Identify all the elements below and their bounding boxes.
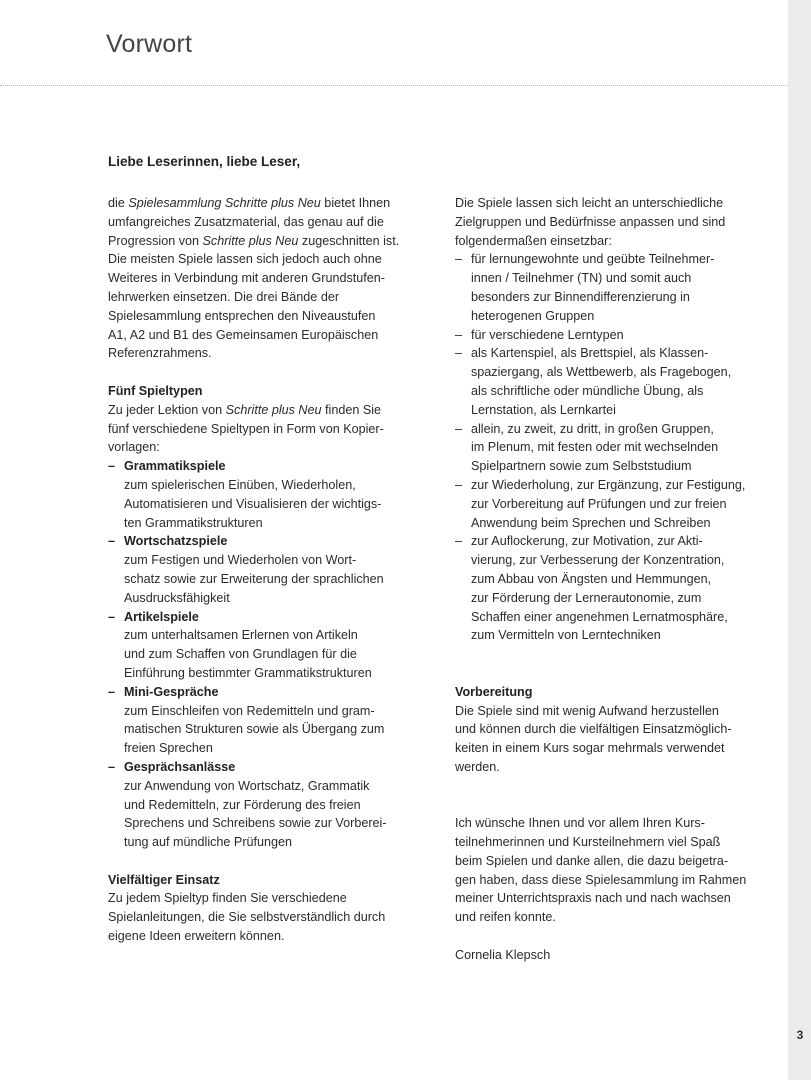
page-number: 3 bbox=[796, 1028, 804, 1042]
text-line: Ich wünsche Ihnen und vor allem Ihren Kurs- bbox=[455, 816, 705, 831]
use-item-continuation: spaziergang, als Wettbewerb, als Fragebogen, bbox=[471, 365, 732, 380]
dash-bullet: – bbox=[108, 759, 116, 774]
game-type-name: – Gesprächsanlässe bbox=[108, 758, 420, 777]
text-line: Die Spiele lassen sich leicht an unterschiedliche bbox=[455, 196, 724, 210]
use-item-continuation: Lernstation, als Lernkartei bbox=[471, 402, 616, 417]
game-type-name: – Mini-Gespräche bbox=[108, 683, 420, 702]
text-line: beim Spielen und danke allen, die dazu beigetra- bbox=[455, 853, 729, 868]
right-column bbox=[455, 194, 767, 965]
game-type-name: – Wortschatzspiele bbox=[108, 532, 420, 551]
game-type-description-line: und zum Schaffen von Grundlagen für die bbox=[124, 647, 357, 662]
text-line: fünf verschiedene Spieltypen in Form von Kopier- bbox=[108, 421, 384, 436]
section-heading: Fünf Spieltypen bbox=[108, 383, 203, 398]
text-line: umfangreiches Zusatzmaterial, das genau auf die bbox=[108, 214, 384, 229]
dash-bullet: – bbox=[108, 684, 116, 699]
use-item-continuation: zur Vorbereitung auf Prüfungen und zur freien bbox=[471, 496, 727, 511]
page-title: Vorwort bbox=[106, 30, 193, 58]
game-type-description-line: freien Sprechen bbox=[124, 741, 213, 756]
dash-bullet: – bbox=[455, 477, 463, 492]
text-line: keiten in einem Kurs sogar mehrmals verwendet bbox=[455, 741, 725, 756]
use-item-continuation: Schaffen einer angenehmen Lernatmosphäre, bbox=[471, 609, 728, 624]
game-type-description-line: Automatisieren und Visualisieren der wichtigs- bbox=[124, 496, 382, 511]
text-line: Die Spiele sind mit wenig Aufwand herzustellen bbox=[455, 703, 719, 718]
text-line: und können durch die vielfältigen Einsatzmöglich- bbox=[455, 722, 732, 737]
text-line: A1, A2 und B1 des Gemeinsamen Europäischen bbox=[108, 327, 379, 342]
game-types-list bbox=[108, 457, 420, 852]
author-signature: Cornelia Klepsch bbox=[455, 947, 551, 962]
text-line: Spielesammlung entsprechen den Niveaustufen bbox=[108, 308, 376, 323]
text-line: Zu jedem Spieltyp finden Sie verschiedene bbox=[108, 891, 347, 906]
left-column bbox=[108, 194, 420, 946]
game-type-description-line: matischen Strukturen sowie als Übergang zum bbox=[124, 722, 385, 737]
text-line: meiner Unterrichtspraxis nach und nach wachsen bbox=[455, 891, 731, 906]
use-item: – zur Wiederholung, zur Ergänzung, zur Festigung, bbox=[455, 476, 767, 495]
page-edge-band bbox=[788, 0, 811, 1080]
title-divider bbox=[0, 85, 788, 86]
dash-bullet: – bbox=[455, 421, 463, 436]
game-type-name: – Artikelspiele bbox=[108, 608, 420, 627]
game-type-name: – Grammatikspiele bbox=[108, 457, 420, 476]
intro-paragraph bbox=[108, 194, 420, 363]
use-item-continuation: besonders zur Binnendifferenzierung in bbox=[471, 289, 690, 304]
text-line: Die meisten Spiele lassen sich jedoch auch ohne bbox=[108, 252, 382, 267]
text-line: werden. bbox=[455, 759, 500, 774]
use-item-continuation: innen / Teilnehmer (TN) und somit auch bbox=[471, 271, 692, 286]
section-heading: Vielfältiger Einsatz bbox=[108, 872, 220, 887]
varied-use-section bbox=[108, 871, 420, 946]
use-item: – zur Auflockerung, zur Motivation, zur Akti- bbox=[455, 532, 767, 551]
game-type-description-line: zum unterhaltsamen Erlernen von Artikeln bbox=[124, 628, 358, 643]
use-item-continuation: zum Vermitteln von Lerntechniken bbox=[471, 628, 661, 643]
use-item: – für verschiedene Lerntypen bbox=[455, 326, 767, 345]
game-type-description-line: zum Einschleifen von Redemitteln und gram- bbox=[124, 703, 375, 718]
section-heading: Vorbereitung bbox=[455, 684, 533, 699]
text-line: die Spielesammlung Schritte plus Neu bietet Ihnen bbox=[108, 196, 391, 210]
text-line: vorlagen: bbox=[108, 440, 160, 455]
greeting: Liebe Leserinnen, liebe Leser, bbox=[108, 154, 301, 169]
game-type-description-line: Sprechens und Schreibens sowie zur Vorberei- bbox=[124, 816, 387, 831]
game-type-description-line: zum spielerischen Einüben, Wiederholen, bbox=[124, 477, 356, 492]
use-item-continuation: als schriftliche oder mündliche Übung, als bbox=[471, 383, 704, 398]
game-type-description-line: und Redemitteln, zur Förderung des freien bbox=[124, 797, 361, 812]
game-type-description-line: tung auf mündliche Prüfungen bbox=[124, 835, 293, 850]
text-line: Progression von Schritte plus Neu zugeschnitten ist. bbox=[108, 233, 400, 248]
game-type-description-line: Ausdrucksfähigkeit bbox=[124, 590, 230, 605]
adapt-paragraph bbox=[455, 194, 767, 645]
game-type-description-line: zur Anwendung von Wortschatz, Grammatik bbox=[124, 778, 370, 793]
use-item-continuation: Anwendung beim Sprechen und Schreiben bbox=[471, 515, 711, 530]
dash-bullet: – bbox=[455, 534, 463, 549]
dash-bullet: – bbox=[108, 459, 116, 474]
game-type-description-line: schatz sowie zur Erweiterung der sprachlichen bbox=[124, 571, 384, 586]
text-line: Weiteres in Verbindung mit anderen Grundstufen- bbox=[108, 271, 385, 286]
text-line: lehrwerken einsetzen. Die drei Bände der bbox=[108, 289, 340, 304]
text-line: eigene Ideen erweitern können. bbox=[108, 929, 285, 944]
dash-bullet: – bbox=[455, 327, 463, 342]
game-types-section bbox=[108, 382, 420, 852]
text-line: teilnehmerinnen und Kursteilnehmern viel Spaß bbox=[455, 835, 721, 850]
text-line: und reifen konnte. bbox=[455, 910, 556, 925]
dash-bullet: – bbox=[455, 252, 463, 267]
dash-bullet: – bbox=[108, 609, 116, 624]
game-type-description-line: ten Grammatikstrukturen bbox=[124, 515, 263, 530]
use-item-continuation: heterogenen Gruppen bbox=[471, 308, 595, 323]
use-item-continuation: Spielpartnern sowie zum Selbststudium bbox=[471, 459, 692, 474]
use-item-continuation: zum Abbau von Ängsten und Hemmungen, bbox=[471, 571, 712, 586]
text-line: Referenzrahmens. bbox=[108, 346, 212, 361]
text-line: folgendermaßen einsetzbar: bbox=[455, 233, 612, 248]
use-item: – als Kartenspiel, als Brettspiel, als Klassen- bbox=[455, 344, 767, 363]
use-item-continuation: im Plenum, mit festen oder mit wechselnden bbox=[471, 440, 719, 455]
text-line: gen haben, dass diese Spielesammlung im Rahmen bbox=[455, 872, 747, 887]
use-item: – allein, zu zweit, zu dritt, in großen Gruppen, bbox=[455, 420, 767, 439]
text-line: Zu jeder Lektion von Schritte plus Neu finden Sie bbox=[108, 402, 382, 417]
dash-bullet: – bbox=[108, 534, 116, 549]
dash-bullet: – bbox=[455, 346, 463, 361]
text-line: Spielanleitungen, die Sie selbstverständlich durch bbox=[108, 910, 386, 925]
uses-list bbox=[455, 250, 767, 645]
use-item: – für lernungewohnte und geübte Teilnehmer- bbox=[455, 250, 767, 269]
game-type-description-line: zum Festigen und Wiederholen von Wort- bbox=[124, 553, 357, 568]
use-item-continuation: vierung, zur Verbesserung der Konzentration, bbox=[471, 553, 725, 568]
text-line: Zielgruppen und Bedürfnisse anpassen und sind bbox=[455, 214, 726, 229]
use-item-continuation: zur Förderung der Lernerautonomie, zum bbox=[471, 590, 702, 605]
preparation-section bbox=[455, 683, 767, 777]
game-type-description-line: Einführung bestimmter Grammatikstrukturen bbox=[124, 665, 372, 680]
closing-paragraph bbox=[455, 814, 767, 927]
